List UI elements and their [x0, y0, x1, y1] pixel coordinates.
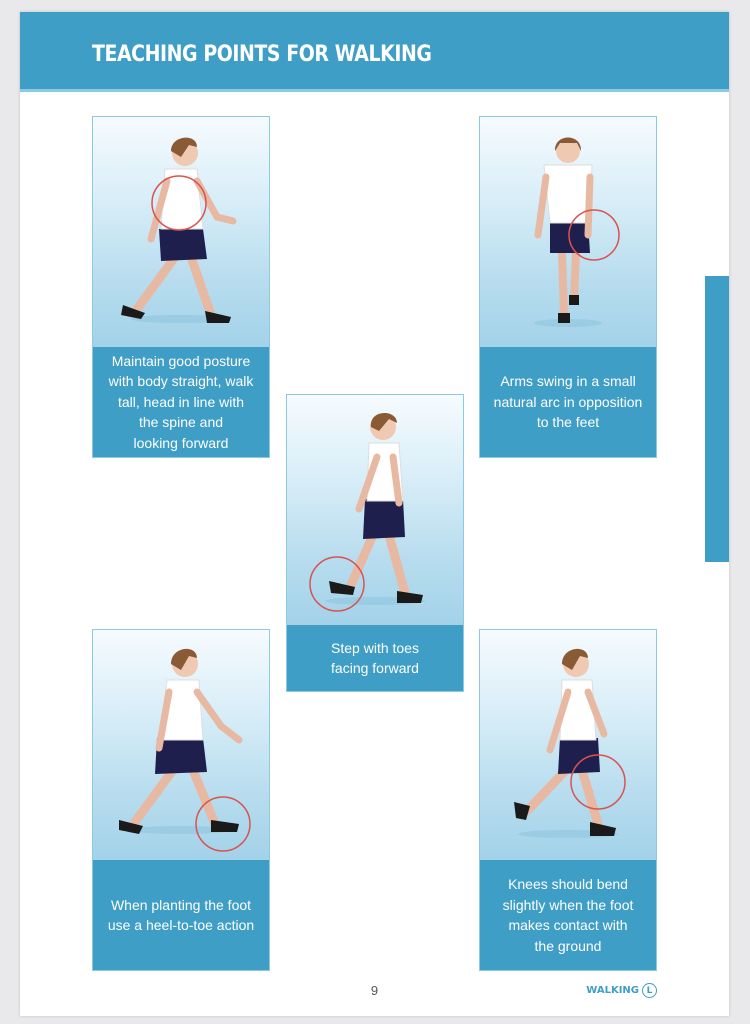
caption-line: When planting the foot — [110, 896, 252, 913]
caption-knees — [480, 860, 656, 970]
caption-line: tall, head in line with — [117, 393, 245, 410]
photo-walking-side-posture — [93, 117, 269, 347]
photo-walking-side-toes — [287, 395, 463, 625]
teaching-card-knees — [479, 629, 657, 971]
page-header — [20, 12, 729, 92]
photo-walking-side-knee — [480, 630, 656, 860]
caption-line: to the feet — [536, 414, 600, 431]
caption-line: Arms swing in a small — [500, 373, 636, 390]
photo-walking-front-arms — [480, 117, 656, 347]
caption-posture — [93, 347, 269, 457]
caption-arms — [480, 347, 656, 457]
section-badge-letter: L — [646, 985, 653, 996]
caption-line: Step with toes — [331, 639, 419, 656]
caption-line: with body straight, walk — [108, 373, 254, 390]
caption-toes — [287, 625, 463, 691]
document-page — [20, 12, 729, 1016]
caption-line: facing forward — [331, 660, 419, 676]
caption-heel-toe — [93, 860, 269, 970]
caption-line: use a heel-to-toe action — [107, 917, 255, 933]
caption-line: natural arc in opposition — [493, 393, 643, 410]
caption-line: slightly when the foot — [502, 896, 634, 913]
teaching-card-arms — [479, 116, 657, 458]
section-badge-icon — [642, 983, 657, 998]
page-number: 9 — [370, 983, 379, 998]
section-label-text: WALKING — [586, 985, 639, 996]
teaching-card-posture — [92, 116, 270, 458]
teaching-card-toes — [286, 394, 464, 692]
caption-line: looking forward — [133, 434, 229, 451]
photo-walking-side-heel — [93, 630, 269, 860]
caption-line: Knees should bend — [508, 876, 628, 892]
section-footer-label — [586, 983, 657, 998]
section-side-tab — [705, 276, 729, 562]
caption-line: the spine and — [138, 414, 224, 431]
caption-line: the ground — [534, 937, 602, 954]
caption-line: Maintain good posture — [111, 352, 251, 369]
teaching-card-heel-toe — [92, 629, 270, 971]
caption-line: makes contact with — [508, 917, 628, 933]
page-title: TEACHING POINTS FOR WALKING — [92, 42, 432, 67]
